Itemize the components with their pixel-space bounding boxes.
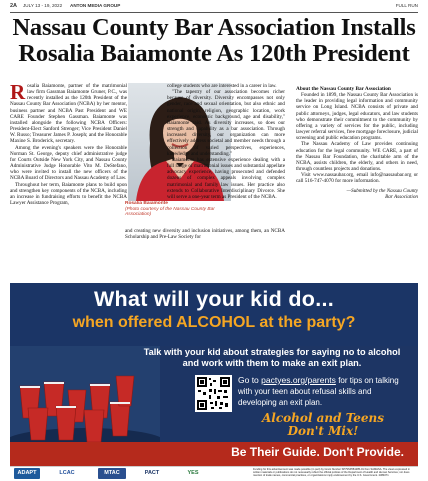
alcohol-awareness-ad bbox=[10, 283, 418, 466]
article-column-2-lower bbox=[125, 228, 285, 240]
paragraph: and creating new diversity and inclusion initiatives, among them, an NCBA Scholarship and Pre-Law Society for bbox=[125, 228, 285, 241]
ad-code: 2384071 bbox=[378, 474, 389, 477]
page-number: 2A bbox=[10, 3, 18, 9]
article-column-3 bbox=[296, 83, 418, 200]
publication-name: ANTON MEDIA GROUP bbox=[70, 3, 121, 9]
pactyes-link[interactable]: pactyes.org/parents bbox=[261, 375, 336, 385]
paragraph: The Nassau Academy of Law provides continuing education for the legal community. WE CARE, a part of the Nassau Bar Foundation, the charitable arm of the NCBA, assists children, the elderly, and others in need, through countless projects and donations. bbox=[296, 141, 418, 173]
ad-tagline: Be Their Guide. Don't Provide. bbox=[231, 445, 404, 459]
qr-code[interactable] bbox=[195, 375, 232, 412]
funding-disclaimer: Funding for this advertisement was made possible (in part) by Grant Number SP79SP081285-01 from SAMHSA. The views expressed in written materials or publications do not necessarily reflect the official policies of the Department of Health and Human Services; nor does mention of trade names, commercial practices, or organizations imply endorsement by the U.S. Government. 2384071 bbox=[253, 468, 410, 477]
ad-tagline-bar bbox=[10, 442, 418, 466]
ad-slogan: Alcohol and Teens Don't Mix! bbox=[261, 411, 384, 438]
headline-line-1: Nassau County Bar Association Installs bbox=[12, 14, 416, 41]
ad-url-text: Go to pactyes.org/parents for tips on talking with your teen about refusal skills and developing an exit plan. bbox=[238, 375, 399, 407]
ad-headline: What will your kid do... bbox=[93, 287, 335, 311]
paragraph: Founded in 1899, the Nassau County Bar Association is the leader in providing legal information and community service on Long Island. NCBA consists of private and public attorneys, judges, legal educators, and law students who demonstrate their commitment to the community by offering a variety of services for the public, including lawyer referral services, free mortgage foreclosure, judicial screening and public education programs. bbox=[296, 92, 418, 142]
headline-line-2: Rosalia Baiamonte As 120th President bbox=[18, 40, 410, 67]
run-label: FULL RUN bbox=[395, 3, 418, 9]
mtac-logo: MTAC bbox=[98, 468, 126, 479]
sponsor-strip bbox=[10, 466, 418, 481]
ad-message: Talk with your kid about strategies for saying no to alcohol and work with them to make an exit plan. bbox=[143, 347, 401, 368]
issue-date: JULY 13 - 19, 2022 bbox=[23, 3, 63, 9]
ad-subheadline: when offered ALCOHOL at the party? bbox=[72, 314, 356, 331]
paragraph: Visit www.nassaubar.org, email info@nassaubar.org or call 516-747-4070 for more information. bbox=[296, 172, 418, 185]
pact-logo: PACT bbox=[144, 470, 160, 476]
paragraph: Rosalia Baiamonte, partner of the matrimonial law firm Gassman Baiamonte Gruner, P.C., was recently installed as the 120th President of the Nassau County Bar Association (NCBA) by her mentor, business partner and NCBA Past President and WE CARE Founder Stephen Gassman. Baiamonte was installed alongside the following NCBA Officers: President-Elect Sanford Strenger; Vice President Daniel W. Russo; Treasurer James P. Joseph; and the Honorable Maxine S. Broderick, secretary. bbox=[10, 80, 127, 145]
drop-cap: R bbox=[10, 80, 26, 104]
paragraph: Throughout her term, Baiamonte plans to build upon and strengthen key components of the NCBA, including an increase in fundraising efforts to benefit the NCBA Lawyer Assistance Program, bbox=[10, 181, 127, 206]
section-heading: About the Nassau County Bar Association bbox=[296, 86, 391, 92]
article-signoff: —Submitted by the Nassau County Bar Association bbox=[346, 187, 418, 200]
paragraph: Baiamonte has extensive experience dealing with a full range of matrimonial issues and substantial appellate advocacy experience, having prosecuted and defended dozens of complex appeals involving complex matrimonial and family law issues. Her practice also extends to Collaborative Interdisciplinary Divorce. She will serve a one-year term as President of the NCBA. bbox=[167, 156, 285, 200]
article-column-2 bbox=[167, 83, 285, 200]
yes-logo: YES bbox=[187, 470, 199, 476]
paragraph: college students who are interested in a career in law. bbox=[167, 83, 277, 89]
page-header bbox=[10, 0, 418, 12]
caption-credit: (Photo courtesy of the Nassau County Bar Association) bbox=[125, 206, 215, 218]
paragraph: "The tapestry of our association becomes richer because of diversity. Diversity encompasses not only gender, race and sexual orientation, but also ethnic and national origin, religion, geographic location, work experience, economic background, age and disability," Baiamonte said. As diversity increases, so does our strength and capability as a bar association. Through increased diversity, our organization can more effectively address societal and member needs through a collection of varied perspectives, experiences, knowledge and understanding." bbox=[167, 89, 285, 157]
caption-name: Rosalia Baiamonte bbox=[125, 201, 168, 206]
article-column-1 bbox=[10, 80, 127, 206]
photo-caption bbox=[125, 201, 231, 218]
lcac-logo: LCAC bbox=[59, 470, 75, 476]
header-rule bbox=[10, 12, 418, 13]
paragraph: Among the evening's speakers were the Honorable Norman St. George, deputy chief administrative judge for Courts Outside New York City, and Nassau County Administrative Judge Honorable Vito M. DeStefano, who were invited to install the new officers of the NCBA Board of Directors and Nassau Academy of Law. bbox=[10, 144, 127, 182]
adapt-logo: ADAPT bbox=[14, 468, 40, 479]
article-headline bbox=[10, 15, 418, 67]
